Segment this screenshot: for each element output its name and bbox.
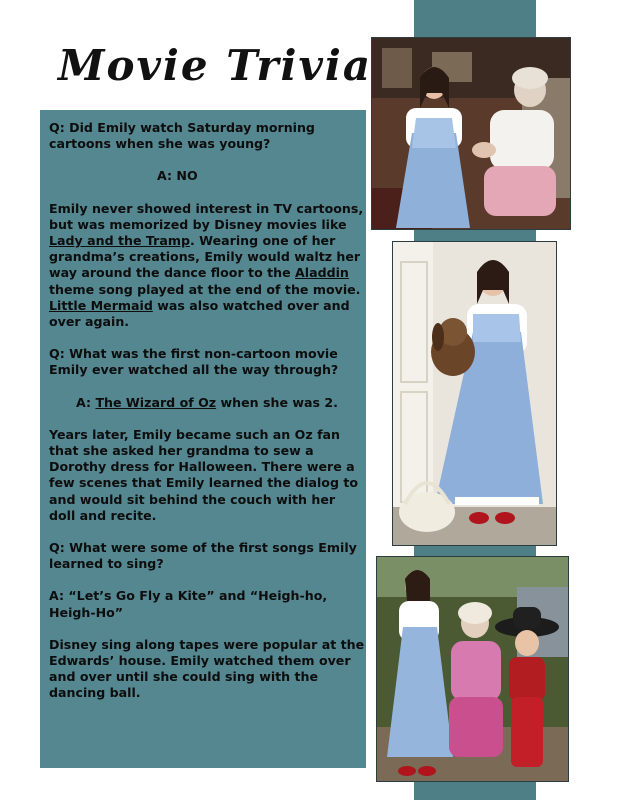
answer-2: A: The Wizard of Oz when she was 2. xyxy=(76,394,338,410)
question-2: Q: What was the first non-cartoon movie Emily ever watched all the way through? xyxy=(49,346,339,378)
answer-1: A: NO xyxy=(157,168,198,184)
paragraph-1: Emily never showed interest in TV cartoons, but was memorized by Disney movies like Lady and the Tramp. Wearing one of her grandma’s creations, Emily would waltz her way around the dance floor to the Aladdin theme song played at the end of the movie. Little Mermaid was also watched over and over again. xyxy=(49,200,364,330)
girl-in-dorothy-dress-photo xyxy=(392,241,557,546)
paragraph-3: Disney sing along tapes were popular at the Edwards’ house. Emily watched them over and over until she could sing with the dancing ball. xyxy=(49,636,365,701)
trivia-text xyxy=(49,120,365,718)
movie-aladdin: Aladdin xyxy=(295,265,349,281)
page-title: Movie Trivia xyxy=(58,41,373,90)
movie-little-mermaid: Little Mermaid xyxy=(49,297,153,313)
movie-lady-and-the-tramp: Lady and the Tramp xyxy=(49,233,190,249)
question-1: Q: Did Emily watch Saturday morning cartoons when she was young? xyxy=(49,120,315,152)
girl-with-grandma-sewing-photo xyxy=(371,37,571,230)
answer-3: A: “Let’s Go Fly a Kite” and “Heigh-ho, Heigh-Ho” xyxy=(49,588,328,620)
paragraph-2: Years later, Emily became such an Oz fan that she asked her grandma to sew a Dorothy dress for Halloween. There were a few scenes that Emily learned the dialog to and would sit behind the couch with her doll and recite. xyxy=(49,426,359,523)
girl-grandma-cowboy-boy-photo xyxy=(376,556,569,782)
question-3: Q: What were some of the first songs Emily learned to sing? xyxy=(49,540,357,572)
movie-wizard-of-oz: The Wizard of Oz xyxy=(95,394,217,410)
